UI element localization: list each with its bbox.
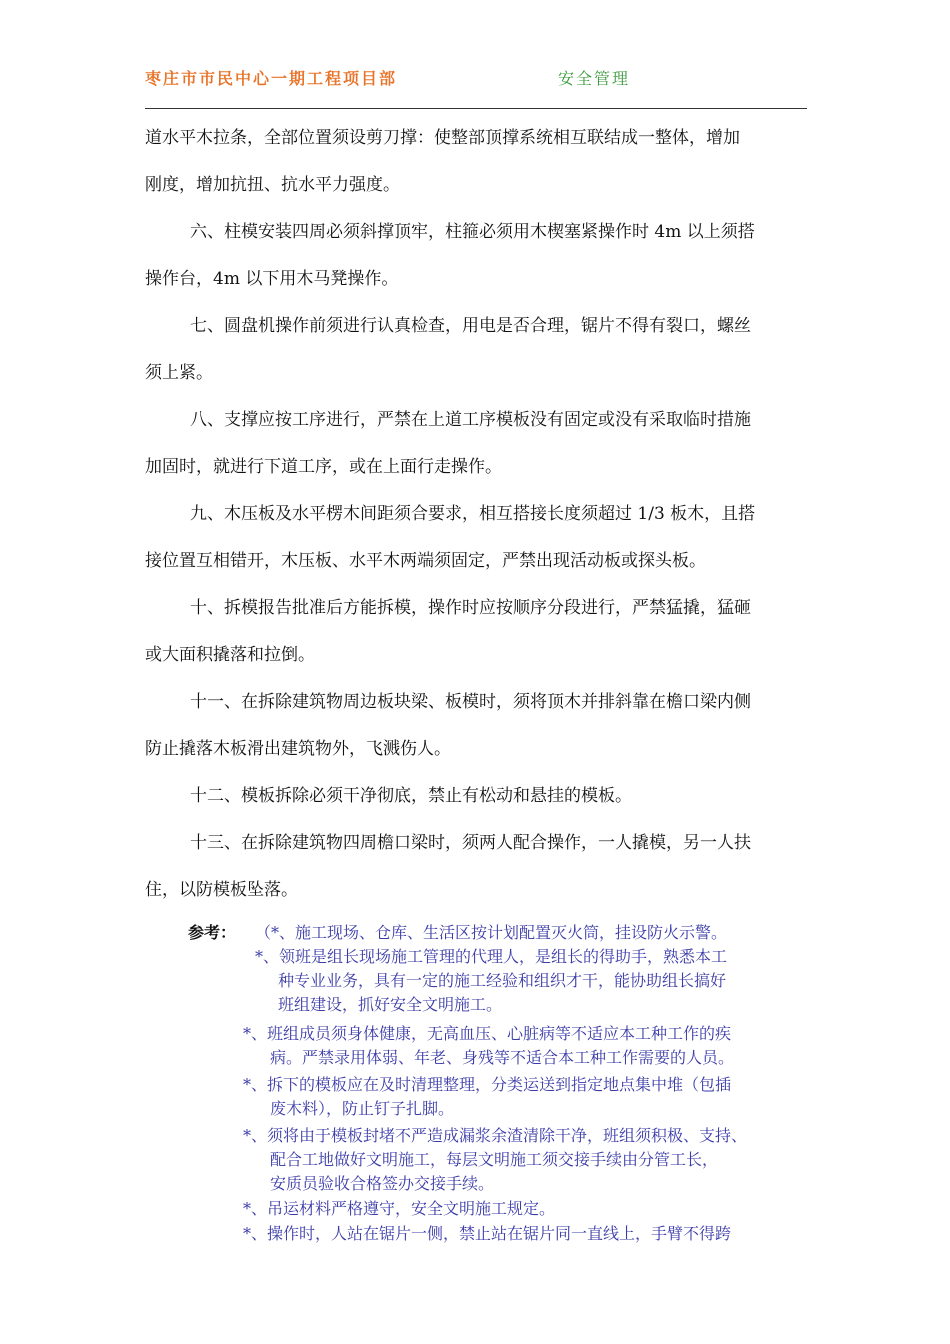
text-line: 住，以防模板坠落。 (145, 880, 298, 900)
reference-line: *、领班是组长现场施工管理的代理人，是组长的得助手，熟悉本工 (255, 947, 728, 966)
main-text (145, 120, 810, 919)
text-line: 十一、在拆除建筑物周边板块梁、板模时，须将顶木并排斜靠在檐口梁内侧 (190, 692, 751, 712)
reference-line: 班组建设，抓好安全文明施工。 (278, 995, 503, 1014)
text-line: 十三、在拆除建筑物四周檐口梁时，须两人配合操作，一人撬模，另一人扶 (190, 833, 751, 853)
header-project-name: 枣庄市市民中心一期工程项目部 (145, 69, 398, 88)
reference-line: 病。严禁录用体弱、年老、身残等不适合本工种工作需要的人员。 (270, 1048, 735, 1067)
reference-line: *、吊运材料严格遵守，安全文明施工规定。 (243, 1199, 556, 1218)
reference-line: *、须将由于模板封堵不严造成漏浆余渣清除干净，班组须积极、支持、 (243, 1126, 748, 1145)
text-line: 加固时，就进行下道工序，或在上面行走操作。 (145, 457, 502, 477)
text-line: 八、支撑应按工序进行，严禁在上道工序模板没有固定或没有采取临时措施 (190, 410, 751, 430)
text-line: 操作台，4m 以下用木马凳操作。 (145, 269, 399, 289)
header-section-title: 安全管理 (558, 69, 631, 88)
text-line: 接位置互相错开，木压板、水平木两端须固定，严禁出现活动板或探头板。 (145, 551, 706, 571)
reference-line: 种专业业务，具有一定的施工经验和组织才干，能协助组长搞好 (278, 971, 727, 990)
reference-line: 废木料），防止钉子扎脚。 (270, 1099, 455, 1118)
reference-line: *、操作时，人站在锯片一侧，禁止站在锯片同一直线上，手臂不得跨 (243, 1224, 732, 1243)
reference-line: *、拆下的模板应在及时清理整理，分类运送到指定地点集中堆（包插 (243, 1075, 732, 1094)
reference-line: 安质员验收合格签办交接手续。 (270, 1174, 495, 1193)
text-line: 防止撬落木板滑出建筑物外，飞溅伤人。 (145, 739, 451, 759)
text-line: 须上紧。 (145, 363, 213, 383)
text-line: 或大面积撬落和拉倒。 (145, 645, 315, 665)
text-line: 十、拆模报告批准后方能拆模，操作时应按顺序分段进行，严禁猛撬，猛砸 (190, 598, 751, 618)
text-line: 九、木压板及水平楞木间距须合要求，相互搭接长度须超过 1/3 板木，且搭 (190, 504, 756, 524)
reference-line: （*、施工现场、仓库、生活区按计划配置灭火筒，挂设防火示警。 (255, 923, 728, 942)
reference-line: 配合工地做好文明施工，每层文明施工须交接手续由分管工长， (270, 1150, 719, 1169)
header-divider (145, 108, 807, 109)
text-line: 七、圆盘机操作前须进行认真检查，用电是否合理，锯片不得有裂口，螺丝 (190, 316, 751, 336)
text-line: 十二、模板拆除必须干净彻底，禁止有松动和悬挂的模板。 (190, 786, 632, 806)
text-line: 刚度，增加抗扭、抗水平力强度。 (145, 175, 400, 195)
reference-label: 参考： (188, 923, 237, 942)
reference-line: *、班组成员须身体健康，无高血压、心脏病等不适应本工种工作的疾 (243, 1024, 732, 1043)
text-line: 道水平木拉条，全部位置须设剪刀撑：使整部顶撑系统相互联结成一整体，增加 (145, 128, 740, 148)
text-line: 六、柱模安装四周必须斜撑顶牢，柱箍必须用木楔塞紧操作时 4m 以上须搭 (190, 222, 755, 242)
